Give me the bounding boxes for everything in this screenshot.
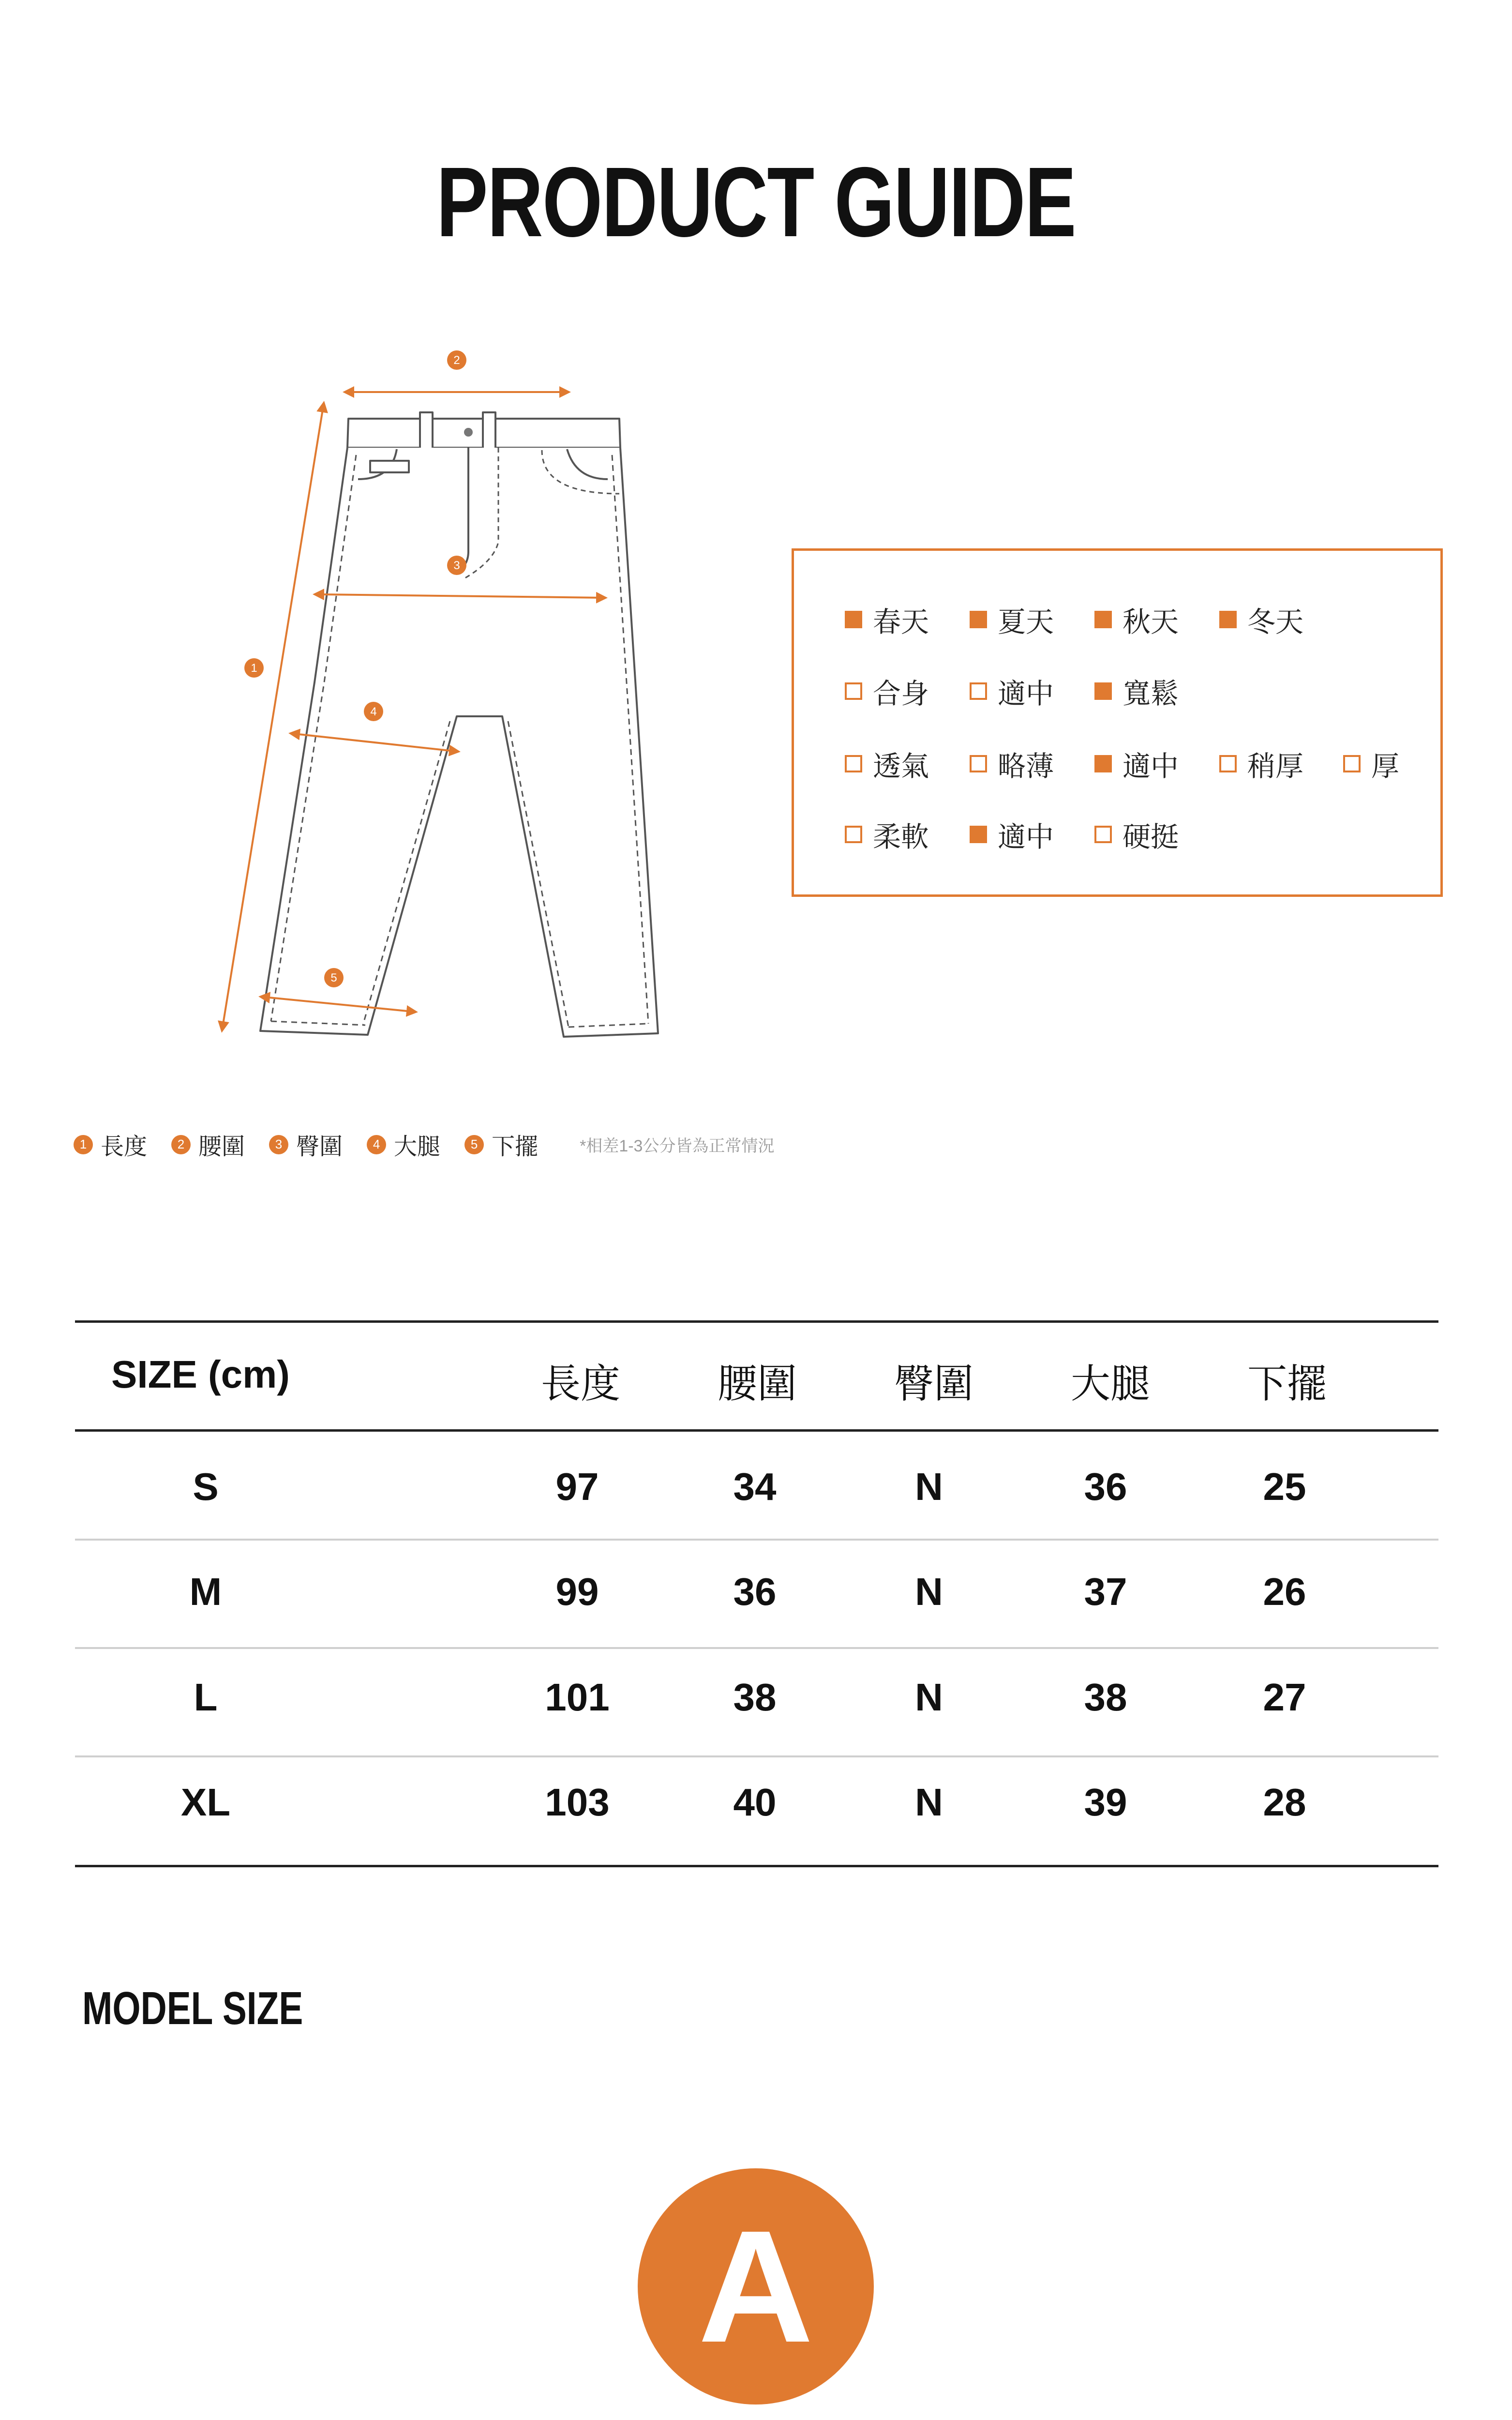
legend-item: 3 臀圍 [269, 1128, 343, 1161]
header-size: SIZE (cm) [111, 1353, 290, 1396]
header-thigh: 大腿 [1070, 1362, 1151, 1406]
checkbox-icon [845, 755, 862, 772]
checkbox-icon [970, 611, 987, 628]
table-bottom-rule [75, 1865, 1438, 1867]
legend-item: 2 腰圍 [171, 1128, 245, 1161]
checkbox-icon [970, 682, 987, 700]
checkbox-icon [970, 755, 987, 772]
checkbox-icon [1094, 826, 1112, 843]
legend-item: 5 下擺 [464, 1128, 538, 1161]
header-hem: 下擺 [1247, 1362, 1327, 1406]
row-divider [75, 1755, 1438, 1757]
checkbox-icon [845, 826, 862, 843]
checkbox-icon [1219, 611, 1237, 628]
checkbox-icon [845, 682, 862, 700]
checkbox-icon [1094, 755, 1112, 772]
marker-hem-label: 5 [330, 971, 337, 984]
row-divider [75, 1647, 1438, 1649]
marker-thigh-label: 4 [370, 705, 377, 718]
row-divider [75, 1539, 1438, 1541]
measurement-legend [74, 1128, 774, 1161]
marker-waist-label: 2 [453, 354, 460, 367]
legend-item: 1 長度 [74, 1128, 147, 1161]
checkbox-icon [970, 826, 987, 843]
checkbox-icon [1219, 755, 1237, 772]
checkbox-icon [1343, 755, 1361, 772]
model-size-title: MODEL SIZE [82, 1982, 303, 2034]
marker-length-label: 1 [251, 662, 257, 675]
header-length: 長度 [540, 1362, 621, 1406]
table-top-rule [75, 1320, 1438, 1323]
legend-item: 4 大腿 [367, 1128, 440, 1161]
fabric-attributes-box: 春天 夏天 秋天 冬天 合身 適中 寬鬆 透氣 略薄 適中 稍厚 厚 柔軟 適中 硬挺 [792, 548, 1443, 897]
tolerance-note: *相差1-3公分皆為正常情況 [580, 1137, 775, 1155]
checkbox-icon [1094, 682, 1112, 700]
model-avatar: A [638, 2168, 874, 2405]
pants-outline [260, 412, 658, 1037]
header-hip: 臀圍 [894, 1362, 974, 1406]
pants-diagram [203, 334, 677, 1060]
header-waist: 腰圍 [717, 1362, 797, 1406]
checkbox-icon [1094, 611, 1112, 628]
checkbox-icon [845, 611, 862, 628]
header-rule [75, 1429, 1438, 1432]
marker-hip-label: 3 [453, 559, 460, 572]
page-title: PRODUCT GUIDE [436, 147, 1076, 257]
